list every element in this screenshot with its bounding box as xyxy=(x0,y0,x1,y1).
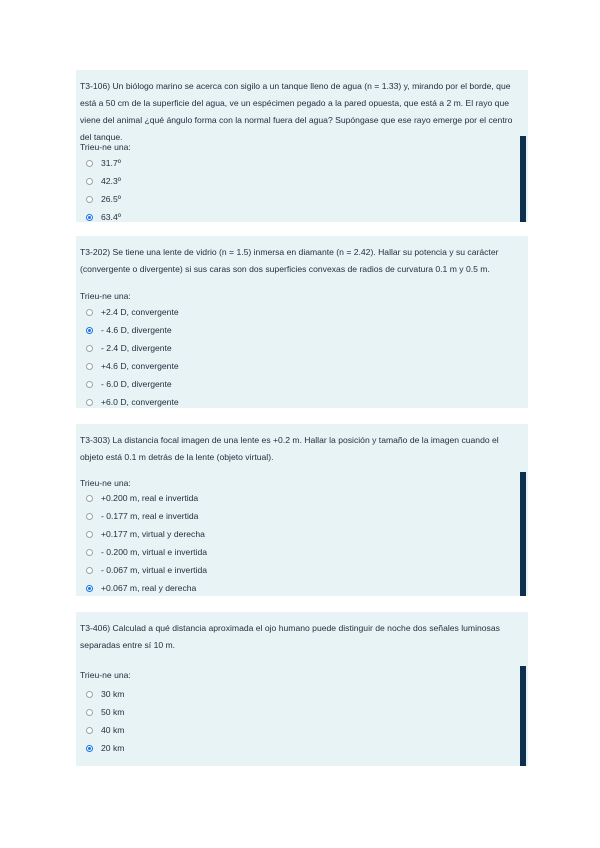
radio-button[interactable] xyxy=(86,495,93,502)
question-text: T3-303) La distancia focal imagen de una lente es +0.2 m. Hallar la posición y tamaño de la imagen cuando el objeto está 0.1 m detrás de la lente (objeto virtual). xyxy=(80,435,499,462)
option-label: - 6.0 D, divergente xyxy=(101,379,172,389)
answer-option[interactable] xyxy=(86,172,121,190)
answer-prompt: Trieu-ne una: xyxy=(80,670,131,680)
answer-prompt: Trieu-ne una: xyxy=(80,291,131,301)
radio-button[interactable] xyxy=(86,178,93,185)
option-label: - 4.6 D, divergente xyxy=(101,325,172,335)
option-label: 50 km xyxy=(101,707,125,717)
option-label: 63.4º xyxy=(101,212,121,222)
answer-option[interactable] xyxy=(86,561,207,579)
radio-button[interactable] xyxy=(86,160,93,167)
answer-options xyxy=(86,489,207,597)
question-card-2 xyxy=(76,236,528,408)
answer-option[interactable] xyxy=(86,208,121,226)
option-label: +0.067 m, real y derecha xyxy=(101,583,197,593)
radio-button-selected[interactable] xyxy=(86,745,93,752)
radio-button[interactable] xyxy=(86,345,93,352)
radio-button-selected[interactable] xyxy=(86,327,93,334)
radio-button-selected[interactable] xyxy=(86,214,93,221)
radio-button[interactable] xyxy=(86,363,93,370)
answer-option[interactable] xyxy=(86,357,179,375)
option-label: +2.4 D, convergente xyxy=(101,307,179,317)
answer-option[interactable] xyxy=(86,543,207,561)
option-label: 31.7º xyxy=(101,158,121,168)
radio-button[interactable] xyxy=(86,567,93,574)
answer-options xyxy=(86,154,121,226)
radio-button-selected[interactable] xyxy=(86,585,93,592)
radio-button[interactable] xyxy=(86,549,93,556)
radio-button[interactable] xyxy=(86,196,93,203)
answer-option[interactable] xyxy=(86,321,179,339)
answer-option[interactable] xyxy=(86,489,207,507)
answer-option[interactable] xyxy=(86,507,207,525)
question-card-4 xyxy=(76,612,528,766)
answer-option[interactable] xyxy=(86,703,124,721)
question-status-bar xyxy=(520,136,526,222)
radio-button[interactable] xyxy=(86,513,93,520)
question-card-3 xyxy=(76,424,528,596)
answer-option[interactable] xyxy=(86,579,207,597)
radio-button[interactable] xyxy=(86,381,93,388)
radio-button[interactable] xyxy=(86,727,93,734)
answer-option[interactable] xyxy=(86,154,121,172)
answer-option[interactable] xyxy=(86,339,179,357)
radio-button[interactable] xyxy=(86,399,93,406)
option-label: 30 km xyxy=(101,689,125,699)
question-text: T3-406) Calculad a qué distancia aproximada el ojo humano puede distinguir de noche dos señales luminosas separadas entre sí 10 m. xyxy=(80,623,500,650)
answer-option[interactable] xyxy=(86,303,179,321)
answer-prompt: Trieu-ne una: xyxy=(80,142,131,152)
radio-button[interactable] xyxy=(86,709,93,716)
radio-button[interactable] xyxy=(86,531,93,538)
answer-option[interactable] xyxy=(86,739,124,757)
option-label: - 0.200 m, virtual e invertida xyxy=(101,547,208,557)
option-label: +6.0 D, convergente xyxy=(101,397,179,407)
option-label: - 2.4 D, divergente xyxy=(101,343,172,353)
answer-option[interactable] xyxy=(86,190,121,208)
question-card-1 xyxy=(76,70,528,222)
option-label: +0.177 m, virtual y derecha xyxy=(101,529,205,539)
answer-options xyxy=(86,303,179,411)
answer-option[interactable] xyxy=(86,525,207,543)
option-label: 42.3º xyxy=(101,176,121,186)
radio-button[interactable] xyxy=(86,691,93,698)
question-status-bar xyxy=(520,472,526,596)
answer-option[interactable] xyxy=(86,393,179,411)
option-label: +4.6 D, convergente xyxy=(101,361,179,371)
question-text: T3-202) Se tiene una lente de vidrio (n = 1.5) inmersa en diamante (n = 2.42). Hallar su potencia y su carácter (convergente o divergente) si sus caras son dos superficies convexas de radios de curvatura 0.1 m y 0.5 m. xyxy=(80,247,499,274)
question-status-bar xyxy=(520,666,526,766)
answer-option[interactable] xyxy=(86,685,124,703)
answer-option[interactable] xyxy=(86,375,179,393)
option-label: 26.5º xyxy=(101,194,121,204)
option-label: 20 km xyxy=(101,743,125,753)
radio-button[interactable] xyxy=(86,309,93,316)
option-label: - 0.067 m, virtual e invertida xyxy=(101,565,208,575)
answer-prompt: Trieu-ne una: xyxy=(80,478,131,488)
option-label: - 0.177 m, real e invertida xyxy=(101,511,199,521)
option-label: +0.200 m, real e invertida xyxy=(101,493,199,503)
answer-option[interactable] xyxy=(86,721,124,739)
option-label: 40 km xyxy=(101,725,125,735)
question-text: T3-106) Un biólogo marino se acerca con sigilo a un tanque lleno de agua (n = 1.33) y, mirando por el borde, que está a 50 cm de la superficie del agua, ve un espécimen pegado a la pared opuesta, que está a 2 m. El rayo que viene del animal ¿qué ángulo forma con la normal fuera del agua? Supóngase que ese rayo emerge por el centro del tanque. xyxy=(80,81,513,142)
answer-options xyxy=(86,685,124,757)
